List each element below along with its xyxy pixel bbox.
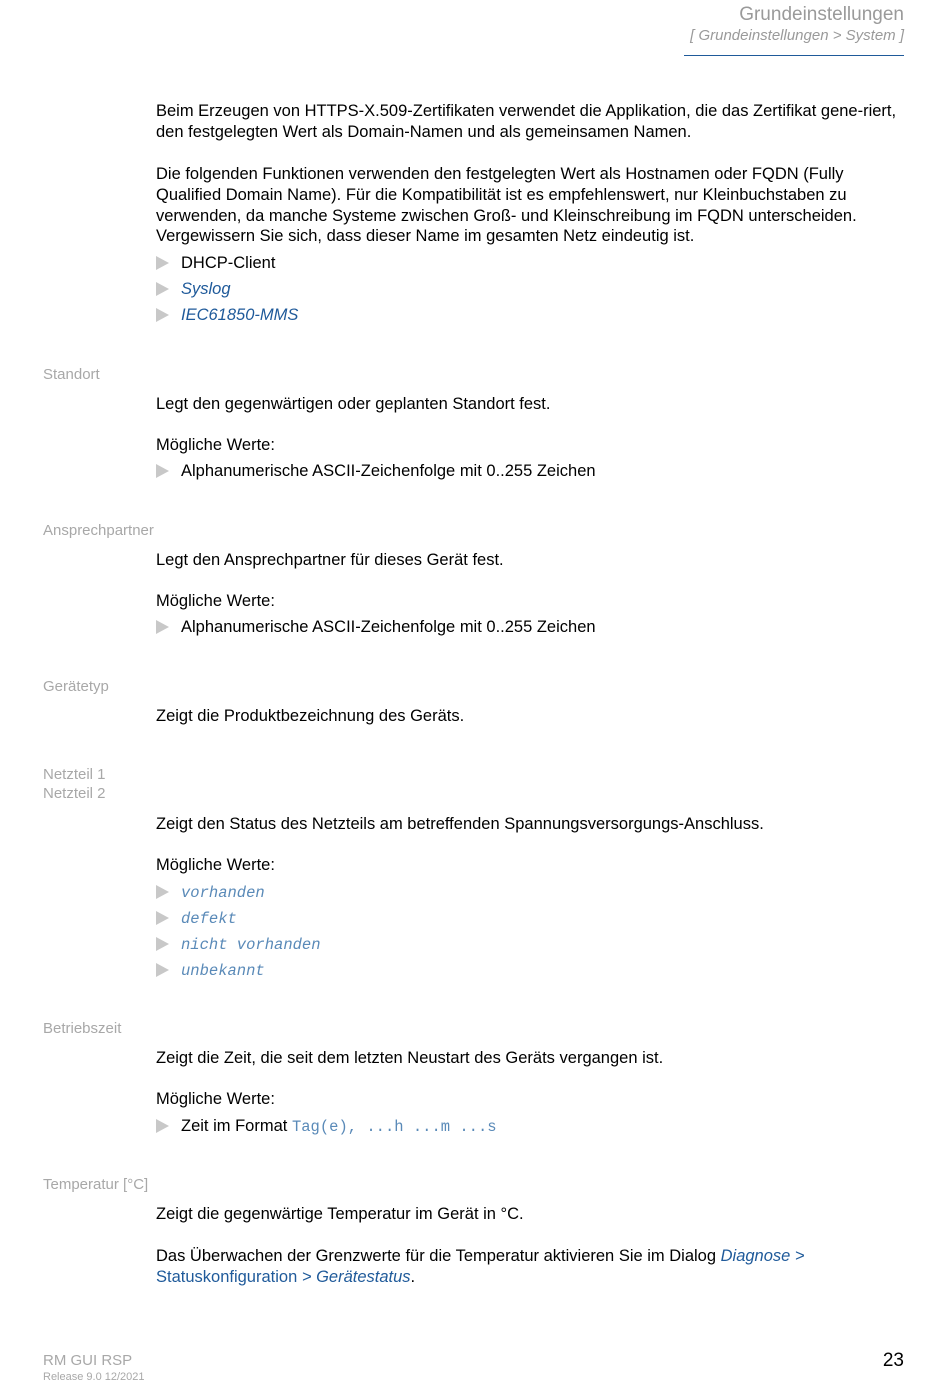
section-label-netzteil-1: Netzteil 1 bbox=[43, 766, 106, 783]
bullet-triangle-icon bbox=[156, 911, 169, 925]
list-item bbox=[156, 253, 275, 273]
bullet-triangle-icon bbox=[156, 308, 169, 322]
page-number: 23 bbox=[882, 1350, 904, 1371]
section-label-standort: Standort bbox=[43, 366, 100, 383]
value-vorhanden: vorhanden bbox=[181, 884, 265, 902]
section-label-temperatur: Temperatur [°C] bbox=[43, 1176, 149, 1193]
bullet-triangle-icon bbox=[156, 963, 169, 977]
bullet-triangle-icon bbox=[156, 620, 169, 634]
value-unbekannt: unbekannt bbox=[181, 962, 265, 980]
temperatur-note bbox=[156, 1246, 906, 1288]
bullet-triangle-icon bbox=[156, 256, 169, 270]
list-item-text: DHCP-Client bbox=[181, 254, 276, 272]
list-item-text: Zeit im Format bbox=[181, 1117, 292, 1135]
standort-description: Legt den gegenwärtigen oder geplanten Standort fest. bbox=[156, 395, 551, 413]
note-text: Das Überwachen der Grenzwerte für die Temperatur aktivieren Sie im Dialog bbox=[156, 1247, 721, 1265]
value-nicht-vorhanden: nicht vorhanden bbox=[181, 936, 321, 954]
bullet-triangle-icon bbox=[156, 885, 169, 899]
time-format-value: Tag(e), ...h ...m ...s bbox=[291, 1118, 497, 1136]
section-label-netzteil-2: Netzteil 2 bbox=[43, 785, 106, 802]
separator: > bbox=[297, 1267, 317, 1286]
temperatur-description: Zeigt die gegenwärtige Temperatur im Gerät in °C. bbox=[156, 1205, 524, 1223]
ansprechpartner-values-label: Mögliche Werte: bbox=[156, 592, 275, 610]
statuskonfiguration-link[interactable]: Statuskonfiguration bbox=[156, 1267, 298, 1286]
list-item-text: Alphanumerische ASCII-Zeichenfolge mit 0..255 Zeichen bbox=[181, 618, 596, 636]
betriebszeit-values-label: Mögliche Werte: bbox=[156, 1090, 275, 1108]
list-item[interactable] bbox=[156, 305, 298, 325]
note-end: . bbox=[410, 1267, 416, 1286]
list-item bbox=[156, 461, 596, 481]
value-defekt: defekt bbox=[181, 910, 237, 928]
list-item bbox=[156, 1116, 497, 1137]
iec61850-mms-link[interactable]: IEC61850-MMS bbox=[181, 306, 299, 324]
ansprechpartner-description: Legt den Ansprechpartner für dieses Gerät fest. bbox=[156, 551, 504, 569]
netzteil-values-label: Mögliche Werte: bbox=[156, 856, 275, 874]
list-item bbox=[156, 882, 265, 903]
intro-paragraph-1: Beim Erzeugen von HTTPS-X.509-Zertifikaten verwendet die Applikation, die das Zertifikat gene-riert, den festgelegten Wert als Domain-Namen und als gemeinsamen Namen. bbox=[156, 102, 897, 141]
header-title: Grundeinstellungen bbox=[739, 4, 904, 25]
bullet-triangle-icon bbox=[156, 464, 169, 478]
list-item bbox=[156, 934, 321, 955]
standort-values-label: Mögliche Werte: bbox=[156, 436, 275, 454]
footer-doc-name: RM GUI RSP bbox=[43, 1352, 133, 1369]
header-divider bbox=[684, 55, 904, 56]
diagnose-link[interactable]: Diagnose > bbox=[720, 1247, 805, 1265]
syslog-link[interactable]: Syslog bbox=[181, 280, 231, 298]
section-label-ansprechpartner: Ansprechpartner bbox=[43, 522, 154, 539]
betriebszeit-description: Zeigt die Zeit, die seit dem letzten Neustart des Geräts vergangen ist. bbox=[156, 1049, 664, 1067]
netzteil-description: Zeigt den Status des Netzteils am betreffenden Spannungsversorgungs-Anschluss. bbox=[156, 815, 764, 833]
list-item bbox=[156, 908, 237, 929]
footer-release: Release 9.0 12/2021 bbox=[43, 1371, 145, 1383]
list-item-text: Alphanumerische ASCII-Zeichenfolge mit 0..255 Zeichen bbox=[181, 462, 596, 480]
geraetestatus-link[interactable]: Gerätestatus bbox=[316, 1267, 411, 1286]
section-label-geraetetyp: Gerätetyp bbox=[43, 678, 109, 695]
list-item bbox=[156, 960, 265, 981]
list-item bbox=[156, 617, 596, 637]
header-breadcrumb: [ Grundeinstellungen > System ] bbox=[690, 27, 904, 44]
intro-paragraph-2: Die folgenden Funktionen verwenden den festgelegten Wert als Hostnamen oder FQDN (Fully Qualified Domain Name). Für die Kompatibilität ist es empfehlenswert, nur Kleinbuchstaben zu verwenden, da manche Systeme zwischen Groß- und Kleinschreibung im FQDN unterscheiden. Vergewissern Sie sich, dass dieser Name im gesamten Netz eindeutig ist. bbox=[156, 165, 857, 246]
list-item[interactable] bbox=[156, 279, 231, 299]
bullet-triangle-icon bbox=[156, 937, 169, 951]
geraetetyp-description: Zeigt die Produktbezeichnung des Geräts. bbox=[156, 707, 465, 725]
section-label-betriebszeit: Betriebszeit bbox=[43, 1020, 122, 1037]
bullet-triangle-icon bbox=[156, 282, 169, 296]
bullet-triangle-icon bbox=[156, 1119, 169, 1133]
